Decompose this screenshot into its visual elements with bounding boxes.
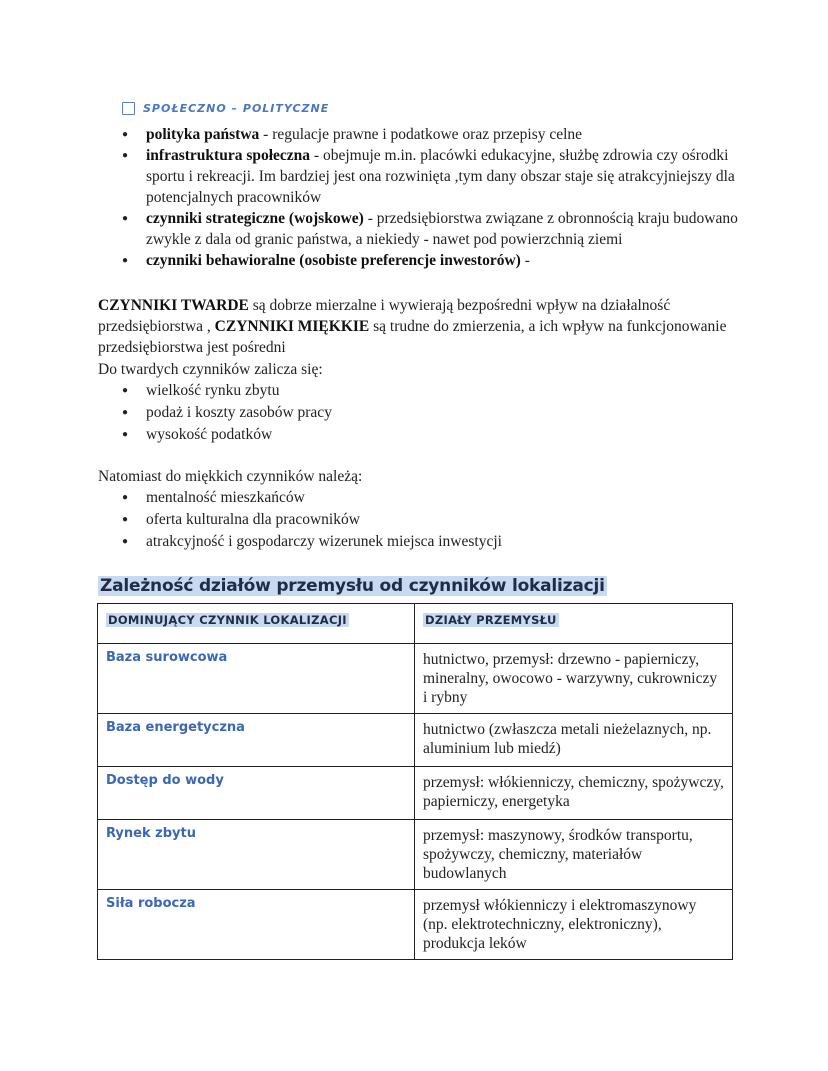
factor-term: polityka państwa [146, 126, 260, 143]
industries-cell: przemysł włókienniczy i elektromaszynowy (np. elektrotechniczny, elektroniczny), produkcja leków [415, 890, 733, 960]
factor-description: - przedsiębiorstwa związane z obronnością kraju budowano zwykle z dala od granic państwa, a niekiedy - nawet pod powierzchnią ziemi [146, 210, 738, 248]
list-item [120, 208, 740, 250]
factor-term: czynniki strategiczne (wojskowe) [146, 210, 364, 227]
list-item: ● mentalność mieszkańców [120, 487, 720, 509]
industries-cell: przemysł: maszynowy, środków transportu, spożywczy, chemiczny, materiałów budowlanych [415, 820, 733, 890]
soft-factors-list [120, 487, 720, 553]
factor-term: czynniki behawioralne (osobiste preferencje inwestorów) [146, 252, 521, 269]
industries-cell: hutnictwo, przemysł: drzewno - papierniczy, mineralny, owocowo - warzywny, cukrowniczy i rybny [415, 644, 733, 714]
soft-factors-term: CZYNNIKI MIĘKKIE [214, 318, 370, 335]
industries-cell: przemysł: włókienniczy, chemiczny, spożywczy, papierniczy, energetyka [415, 767, 733, 820]
political-factors-list [120, 124, 740, 271]
factor-term: infrastruktura społeczna [146, 147, 311, 164]
factor-description: - obejmuje m.in. placówki edukacyjne, służbę zdrowia czy ośrodki sportu i rekreacji. Im bardziej jest ona rozwinięta ,tym dany obszar staje się atrakcyjniejszy dla potencjalnych pracowników [146, 147, 735, 206]
column-header-factor: DOMINUJĄCY CZYNNIK LOKALIZACJI [98, 604, 415, 644]
hard-factors-intro: Do twardych czynników zalicza się: [98, 361, 323, 378]
soft-factors-description: są trudne do zmierzenia, a ich wpływ na funkcjonowanie przedsiębiorstwa jest pośredni [98, 318, 727, 356]
soft-factors-intro: Natomiast do miękkich czynników należą: [98, 468, 363, 485]
list-item: ● podaż i koszty zasobów pracy [120, 402, 720, 424]
table-row [98, 714, 733, 767]
section-title: SPOŁECZNO – POLITYCZNE [143, 102, 330, 115]
factor-cell: Dostęp do wody [98, 767, 415, 820]
factor-cell: Rynek zbytu [98, 820, 415, 890]
hard-factors-list [120, 380, 720, 446]
factor-cell: Baza energetyczna [98, 714, 415, 767]
industries-cell: hutnictwo (zwłaszcza metali nieżelaznych, np. aluminium lub miedź) [415, 714, 733, 767]
table-row [98, 820, 733, 890]
table-row [98, 644, 733, 714]
list-item [120, 250, 740, 271]
factor-cell: Siła robocza [98, 890, 415, 960]
factor-description: - [520, 252, 530, 269]
factor-description: - regulacje prawne i podatkowe oraz przepisy celne [259, 126, 583, 143]
column-header-industries: DZIAŁY PRZEMYSŁU [415, 604, 733, 644]
table-header-row [98, 604, 733, 644]
section-header [122, 102, 329, 115]
list-item: ● wielkość rynku zbytu [120, 380, 720, 402]
hard-factors-description: są dobrze mierzalne i wywierają bezpośredni wpływ na działalność przedsiębiorstwa , [98, 297, 671, 335]
table-row [98, 767, 733, 820]
list-item: ● atrakcyjność i gospodarczy wizerunek miejsca inwestycji [120, 531, 720, 553]
hard-factors-term: CZYNNIKI TWARDE [98, 297, 249, 314]
table-row [98, 890, 733, 960]
factor-cell: Baza surowcowa [98, 644, 415, 714]
list-item: ● wysokość podatków [120, 424, 720, 446]
table-title: Zależność działów przemysłu od czynników lokalizacji [100, 576, 605, 596]
list-item: ● oferta kulturalna dla pracowników [120, 509, 720, 531]
list-item [120, 145, 740, 208]
checkbox-icon [122, 102, 135, 115]
list-item [120, 124, 740, 145]
hard-soft-paragraph [98, 295, 738, 358]
location-factors-table [97, 603, 733, 960]
